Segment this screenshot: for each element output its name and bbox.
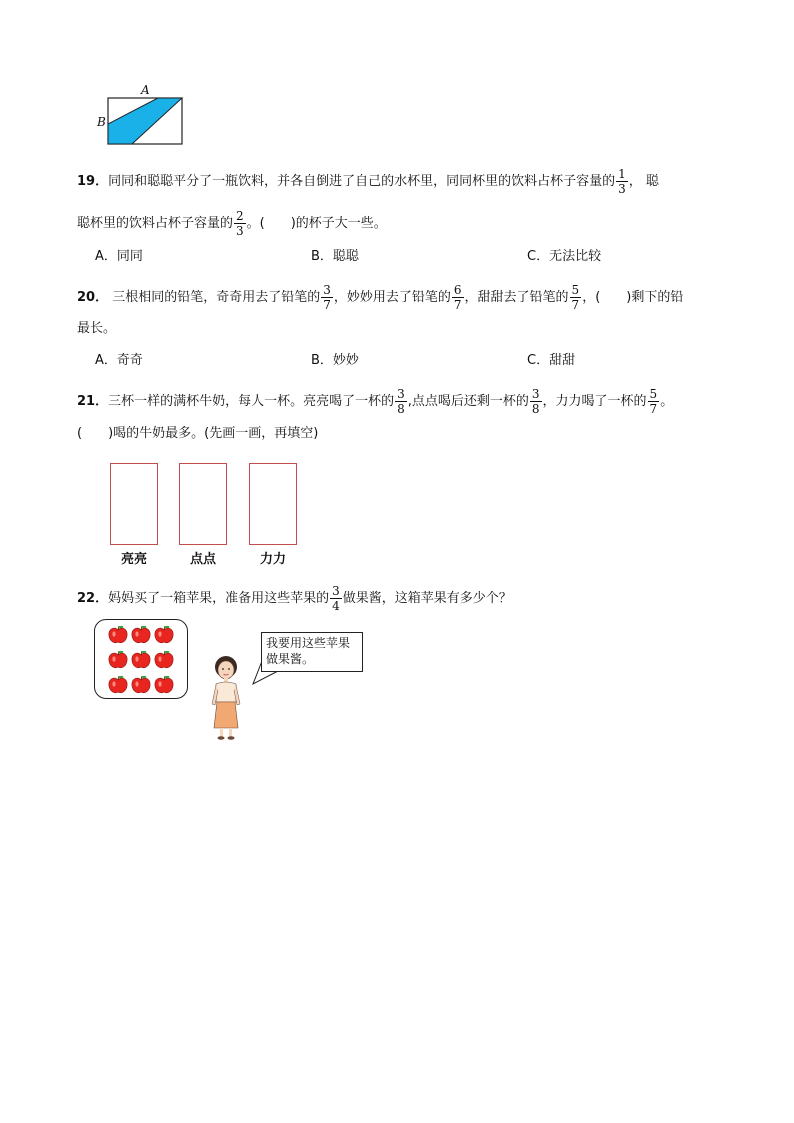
- q19-text3: 聪杯里的饮料占杯子容量的: [77, 216, 234, 231]
- q19-number: 19．: [77, 174, 109, 189]
- apple-icon: [132, 676, 150, 693]
- q22-text2: 做果酱，这箱苹果有多少个？: [342, 591, 512, 606]
- q19-option-c[interactable]: C．无法比较: [527, 249, 602, 264]
- q20-text1: 三根相同的铅笔，奇奇用去了铅笔的: [108, 290, 321, 305]
- apple-icon: [109, 626, 127, 643]
- q21-text3: ，力力喝了一杯的: [542, 394, 647, 409]
- speech-bubble: [261, 632, 363, 672]
- mother-illustration: [205, 654, 247, 742]
- speech-bubble-line2: 做果酱。: [266, 652, 315, 666]
- cup-label-liangliang: 亮亮: [120, 552, 147, 567]
- q22-text1: 妈妈买了一箱苹果，准备用这些苹果的: [108, 591, 330, 606]
- q20-text4: ，(: [582, 290, 601, 305]
- q20-text2: ，妙妙用去了铅笔的: [333, 290, 451, 305]
- q19-text5: )的杯子大一些。: [290, 216, 387, 231]
- q19-text1: 同同和聪聪平分了一瓶饮料，并各自倒进了自己的水杯里，同同杯里的饮料占杯子容量的: [108, 174, 616, 189]
- q22-number: 22．: [77, 591, 109, 606]
- cup-label-lili: 力力: [259, 552, 286, 567]
- q19-option-a[interactable]: A．同同: [95, 249, 143, 264]
- q21-fraction1: $\frac{3}{8}$: [397, 387, 405, 416]
- cup-label-diandian: 点点: [189, 552, 216, 567]
- apple-grid: [95, 620, 187, 698]
- apple-icon: [155, 626, 173, 643]
- q19-option-b[interactable]: B．聪聪: [311, 249, 359, 264]
- apple-icon: [132, 651, 150, 668]
- q21-text1: 三杯一样的满杯牛奶，每人一杯。亮亮喝了一杯的: [108, 394, 395, 409]
- q21-fraction2: $\frac{3}{8}$: [531, 387, 540, 416]
- q20-option-a[interactable]: A．奇奇: [95, 353, 143, 368]
- q20-line2: 最长。: [77, 321, 117, 336]
- q21-number: 21．: [77, 394, 109, 409]
- q19-text2: ， 聪: [628, 174, 659, 189]
- q19-line2: [77, 210, 387, 237]
- q20-fraction2: $\frac{6}{7}$: [453, 283, 462, 312]
- apple-icon: [155, 676, 173, 693]
- q19-fraction2: $\frac{2}{3}$: [236, 209, 244, 238]
- q21-line2: [77, 424, 318, 444]
- cup-lili[interactable]: [249, 463, 297, 545]
- apple-icon: [109, 676, 127, 693]
- q20-option-c[interactable]: C．甜甜: [527, 353, 576, 368]
- apple-icon: [109, 651, 127, 668]
- q21-text5: (: [77, 426, 83, 441]
- q22-fraction1: $\frac{3}{4}$: [332, 584, 340, 613]
- cup-diandian[interactable]: [179, 463, 227, 545]
- q19-fraction1: $\frac{1}{3}$: [618, 167, 626, 196]
- label-b: B: [97, 115, 106, 129]
- q19-line1: [77, 168, 659, 195]
- q20-option-b[interactable]: B．妙妙: [311, 353, 359, 368]
- q21-text2: ,点点喝后还剩一杯的: [407, 394, 529, 409]
- q20-number: 20．: [77, 290, 109, 305]
- q21-text6: )喝的牛奶最多。(先画一画，再填空): [108, 426, 319, 441]
- q21-fraction3: $\frac{5}{7}$: [649, 387, 658, 416]
- q20-line1: [77, 284, 683, 311]
- rectangle-figure: [94, 84, 186, 148]
- q21-line1: [77, 388, 673, 415]
- apple-icon: [155, 651, 173, 668]
- q22-line1: [77, 585, 512, 612]
- apple-box: [94, 619, 188, 699]
- apple-icon: [132, 626, 150, 643]
- cup-liangliang[interactable]: [110, 463, 158, 545]
- label-a: A: [141, 83, 150, 97]
- q21-text4: 。: [660, 394, 674, 409]
- q20-fraction1: $\frac{3}{7}$: [323, 283, 331, 312]
- q19-text4: 。(: [246, 216, 265, 231]
- q20-text3: ，甜甜去了铅笔的: [464, 290, 569, 305]
- q20-text5: )剩下的铅: [626, 290, 684, 305]
- speech-bubble-line1: 我要用这些苹果: [266, 636, 351, 650]
- q20-fraction3: $\frac{5}{7}$: [571, 283, 580, 312]
